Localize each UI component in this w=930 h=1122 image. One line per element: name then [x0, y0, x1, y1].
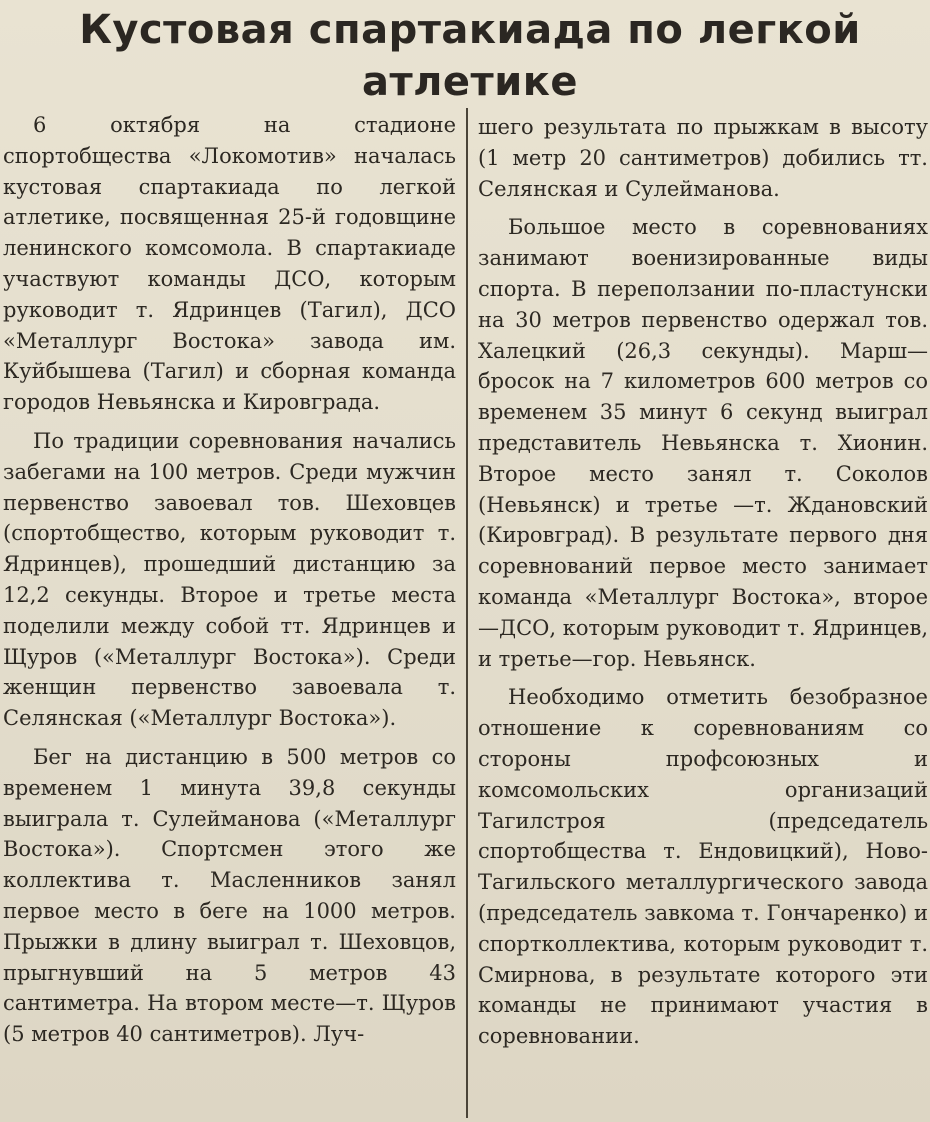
- left-column: [3, 110, 456, 1050]
- paragraph: По традиции соревнования начались забегами на 100 метров. Среди мужчин первенство завоевал тов. Шеховцев (спортобщество, которым руководит т. Ядринцев), прошедший дистанцию за 12,2 секунды. Второе и третье места поделили между собой тт. Ядринцев и Щуров («Металлург Востока»). Среди женщин первенство завоевала т. Селянская («Металлург Востока»).: [3, 428, 456, 731]
- column-divider: [466, 108, 468, 1118]
- paragraph: 6 октября на стадионе спортобщества «Локомотив» началась кустовая спартакиада по легкой атлетике, посвященная 25-й годовщине ленинского комсомола. В спартакиаде участвуют команды ДСО, которым руководит т. Ядринцев (Тагил), ДСО «Металлург Востока» завода им. Куйбышева (Тагил) и сборная команда городов Невьянска и Кировграда.: [3, 113, 456, 415]
- headline-line-2: атлетике: [361, 59, 579, 105]
- paragraph: Необходимо отметить безобразное отношение к соревнованиям со стороны профсоюзных и комсомольских организаций Тагилстроя (председатель спортобщества т. Ендовицкий), Ново-Тагильского металлургического завода (председатель завкома т. Гончаренко) и спортколлектива, которым руководит т. Смирнова, в результате которого эти команды не принимают участия в соревновании.: [478, 685, 928, 1049]
- paragraph: Большое место в соревнованиях занимают военизированные виды спорта. В переползании по-пластунски на 30 метров первенство одержал тов. Халецкий (26,3 секунды). Марш—бросок на 7 километров 600 метров со временем 35 минут 6 секунд выиграл представитель Невьянска т. Хионин. Второе место занял т. Соколов (Невьянск) и третье —т. Ждановский (Кировград). В результате первого дня соревнований первое место занимает команда «Металлург Востока», второе—ДСО, которым руководит т. Ядринцев, и третье—гор. Невьянск.: [478, 215, 928, 671]
- paragraph: Бег на дистанцию в 500 метров со временем 1 минута 39,8 секунды выиграла т. Сулейманова («Металлург Востока»). Спортсмен этого же коллектива т. Масленников занял первое место в беге на 1000 метров. Прыжки в длину выиграл т. Шеховцов, прыгнувший на 5 метров 43 сантиметра. На втором месте—т. Щуров (5 метров 40 сантиметров). Луч-: [3, 744, 456, 1047]
- article-headline: [0, 0, 930, 108]
- paragraph: шего результата по прыжкам в высоту (1 метр 20 сантиметров) добились тт. Селянская и Сулейманова.: [478, 115, 928, 201]
- headline-line-1: Кустовая спартакиада по легкой: [79, 7, 861, 53]
- right-column: [478, 112, 928, 1052]
